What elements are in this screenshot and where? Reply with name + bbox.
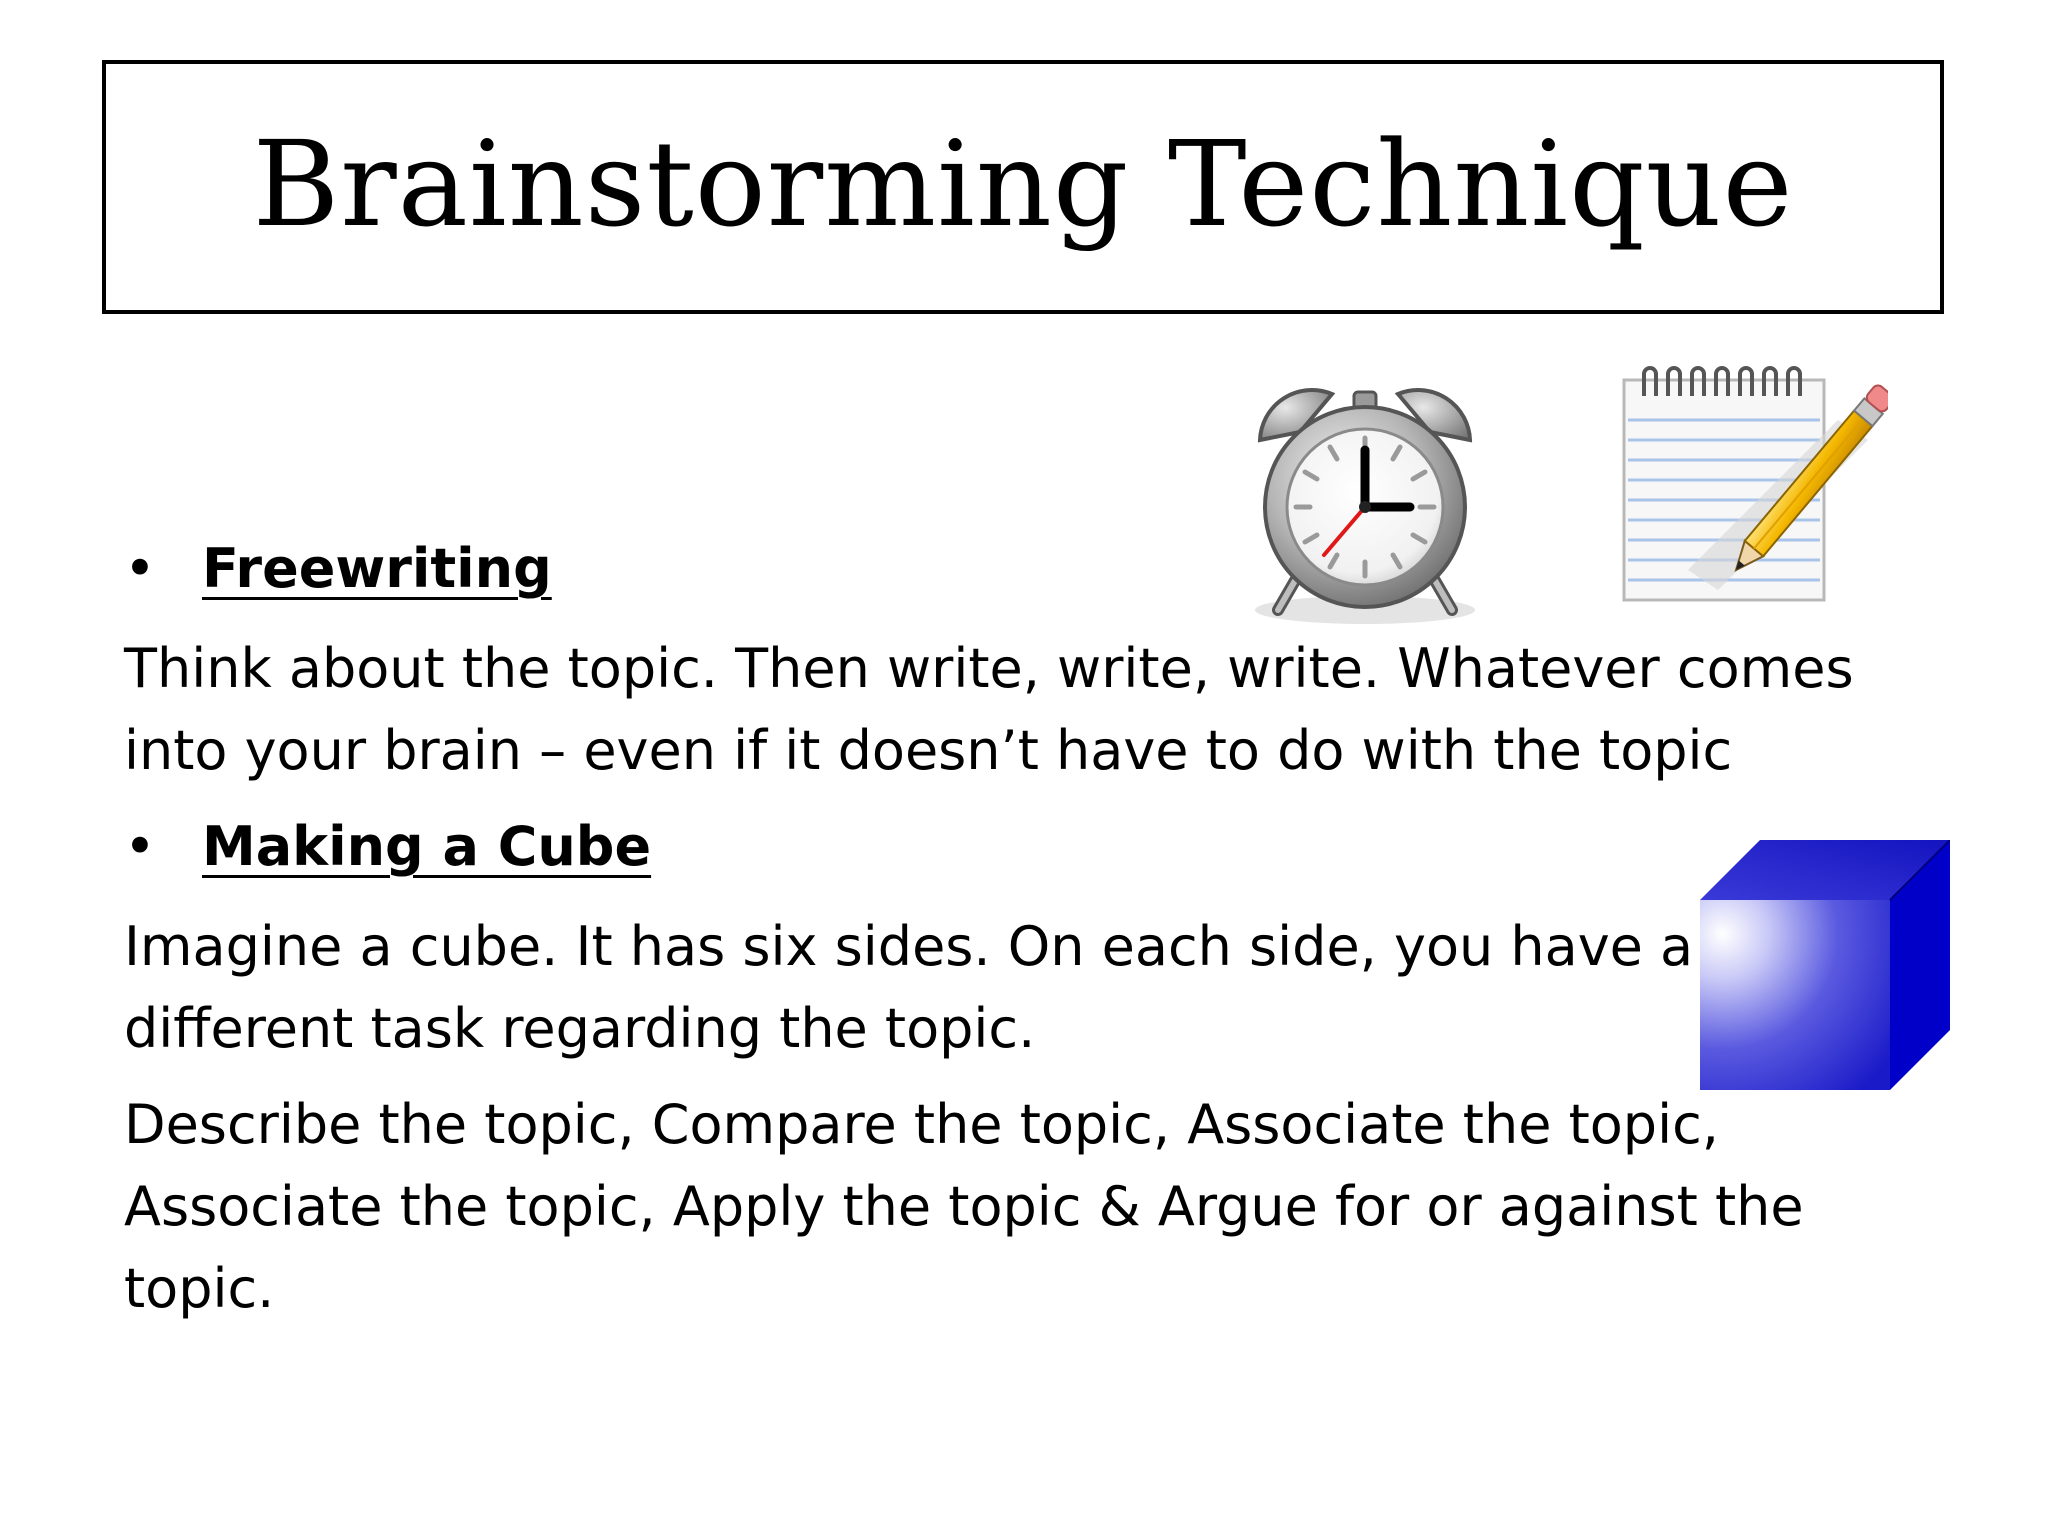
bullet-marker: • [124,537,156,600]
cube-tasks: Describe the topic, Compare the topic, Associate the topic, Associate the topic, Apply the topic & Argue for or against the topic. [124,1093,1804,1320]
cube-description: Imagine a cube. It has six sides. On each side, you have a different task regarding the topic. [124,915,1694,1060]
bullet-heading-making-a-cube: Making a Cube [202,815,652,878]
freewriting-description: Think about the topic. Then write, write, write. Whatever comes into your brain – even if it doesn’t have to do with the topic [124,637,1854,782]
bullet-freewriting [124,528,1924,618]
slide-title: Brainstorming Technique [252,115,1794,253]
bullet-marker: • [124,815,156,878]
slide-body [124,528,1924,1330]
bullet-making-a-cube [124,806,1924,896]
bullet-heading-freewriting: Freewriting [202,537,552,600]
title-box [102,60,1944,314]
